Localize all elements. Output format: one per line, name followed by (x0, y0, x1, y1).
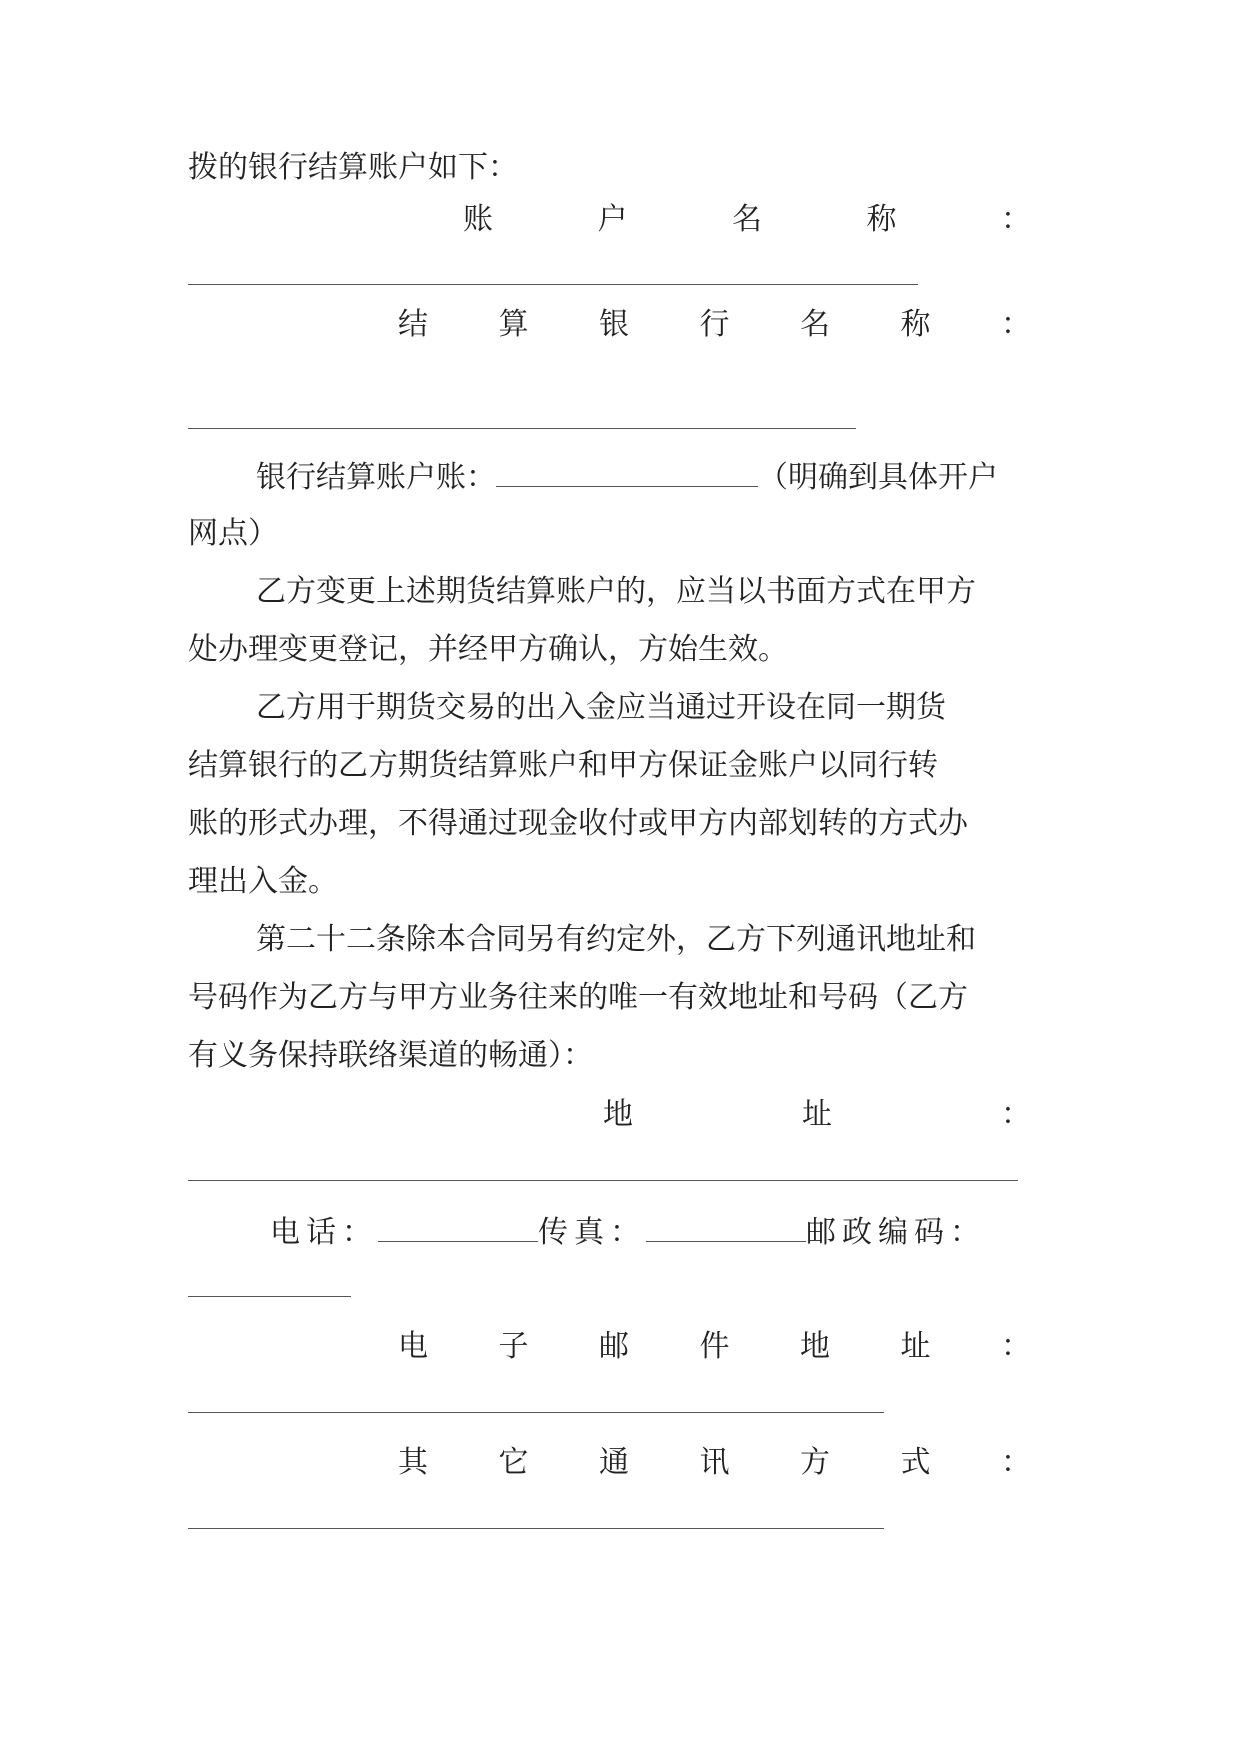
phone-blank[interactable] (378, 1211, 538, 1242)
intro-line: 拨的银行结算账户如下： (188, 150, 518, 185)
account-name-label: 账 户 名 称 ： (463, 202, 1031, 237)
other-contact-label: 其 它 通 讯 方 式 ： (398, 1445, 1031, 1480)
bank-account-note-cont: 网点） (188, 516, 278, 551)
article22-line-2: 号码作为乙方与甲方业务往来的唯一有效地址和号码（乙方 (188, 980, 968, 1015)
para-funds-line-4: 理出入金。 (188, 864, 338, 899)
email-blank[interactable] (188, 1412, 884, 1413)
article22-line-3: 有义务保持联络渠道的畅通）： (188, 1038, 593, 1073)
bank-account-line: 银行结算账户账： （明确到具体开户 (256, 456, 1052, 498)
other-contact-blank[interactable] (188, 1528, 884, 1529)
bank-name-label: 结 算 银 行 名 称 ： (398, 307, 1031, 342)
bank-name-blank[interactable] (188, 428, 856, 429)
postcode-blank[interactable] (188, 1296, 351, 1297)
para-funds-line-1: 乙方用于期货交易的出入金应当通过开设在同一期货 (256, 690, 946, 725)
fax-blank[interactable] (646, 1211, 806, 1242)
account-name-blank[interactable] (188, 284, 918, 285)
para-funds-line-2: 结算银行的乙方期货结算账户和甲方保证金账户以同行转 (188, 748, 938, 783)
para-change-line-1: 乙方变更上述期货结算账户的，应当以书面方式在甲方 (256, 574, 976, 609)
para-change-line-2: 处办理变更登记，并经甲方确认，方始生效。 (188, 632, 788, 667)
address-label: 地 址 ： (603, 1097, 1031, 1132)
article22-line-1: 第二十二条除本合同另有约定外，乙方下列通讯地址和 (256, 922, 976, 957)
address-blank[interactable] (188, 1180, 1018, 1181)
email-label: 电 子 邮 件 地 址 ： (398, 1329, 1031, 1364)
para-funds-line-3: 账的形式办理，不得通过现金收付或甲方内部划转的方式办 (188, 806, 968, 841)
bank-account-blank[interactable] (496, 456, 758, 487)
contact-line: 电话： 传真： 邮政编码： (270, 1211, 1052, 1253)
